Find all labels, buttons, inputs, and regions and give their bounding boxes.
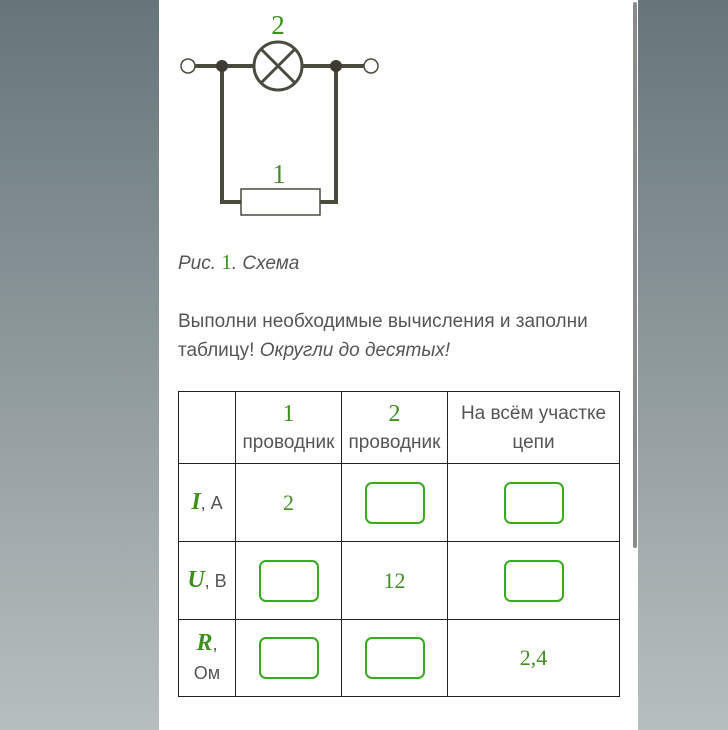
table-row [179,464,620,542]
cell-voltage-2 [342,542,448,620]
quantity-symbol: R [196,629,213,656]
header-sub: проводник [242,431,335,453]
answer-input-voltage-total[interactable] [504,560,564,602]
row-label-current [179,464,236,542]
circuit-diagram [159,0,638,240]
cell-value: 2 [283,489,294,515]
answer-input-current-total[interactable] [504,482,564,524]
calculation-table [178,391,620,697]
quantity-unit: , [212,633,218,654]
cell-resistance-total [448,620,620,697]
table-row [179,542,620,620]
resistor-icon [241,189,320,215]
row-label-voltage [179,542,236,620]
quantity-unit-line2: Ом [193,662,221,683]
cell-resistance-1 [236,620,342,697]
bulb-label: 2 [271,10,285,40]
header-num: 2 [388,400,401,427]
row-label-resistance [179,620,236,697]
header-corner [179,392,236,464]
answer-input-voltage-1[interactable] [259,560,319,602]
cell-value: 2,4 [519,645,548,670]
task-hint: Округли до десятых! [259,340,451,361]
header-text: На всём участке цепи [460,402,607,453]
answer-input-current-2[interactable] [365,482,425,524]
cell-value: 12 [383,567,406,593]
terminal-left [181,59,195,73]
cell-resistance-2 [342,620,448,697]
header-conductor-1 [236,392,342,464]
figure-caption [178,250,299,275]
answer-input-resistance-1[interactable] [259,637,319,679]
caption-number: 1 [221,250,232,274]
cell-current-total [448,464,620,542]
cell-current-1 [236,464,342,542]
quantity-symbol: I [191,489,201,515]
header-conductor-2 [342,392,448,464]
bulb-icon [254,42,302,90]
answer-input-resistance-2[interactable] [365,637,425,679]
table-header-row [179,392,620,464]
terminal-right [364,59,378,73]
junction-right [330,60,342,72]
scrollbar[interactable] [633,2,637,548]
task-card [159,0,638,730]
cell-current-2 [342,464,448,542]
table-row [179,620,620,697]
cell-voltage-total [448,542,620,620]
quantity-unit: , В [204,571,227,591]
task-instruction: Выполни необходимые вычисления и заполни таблицу! [178,311,588,361]
task-text [178,307,618,365]
header-sub: проводник [348,431,441,453]
quantity-symbol: U [187,567,205,593]
resistor-label: 1 [272,159,286,189]
header-num: 1 [282,400,295,427]
header-whole-circuit [448,392,620,464]
caption-suffix: . Схема [231,253,300,274]
cell-voltage-1 [236,542,342,620]
junction-left [216,60,228,72]
quantity-unit: , А [200,493,223,513]
caption-prefix: Рис. [178,253,217,274]
